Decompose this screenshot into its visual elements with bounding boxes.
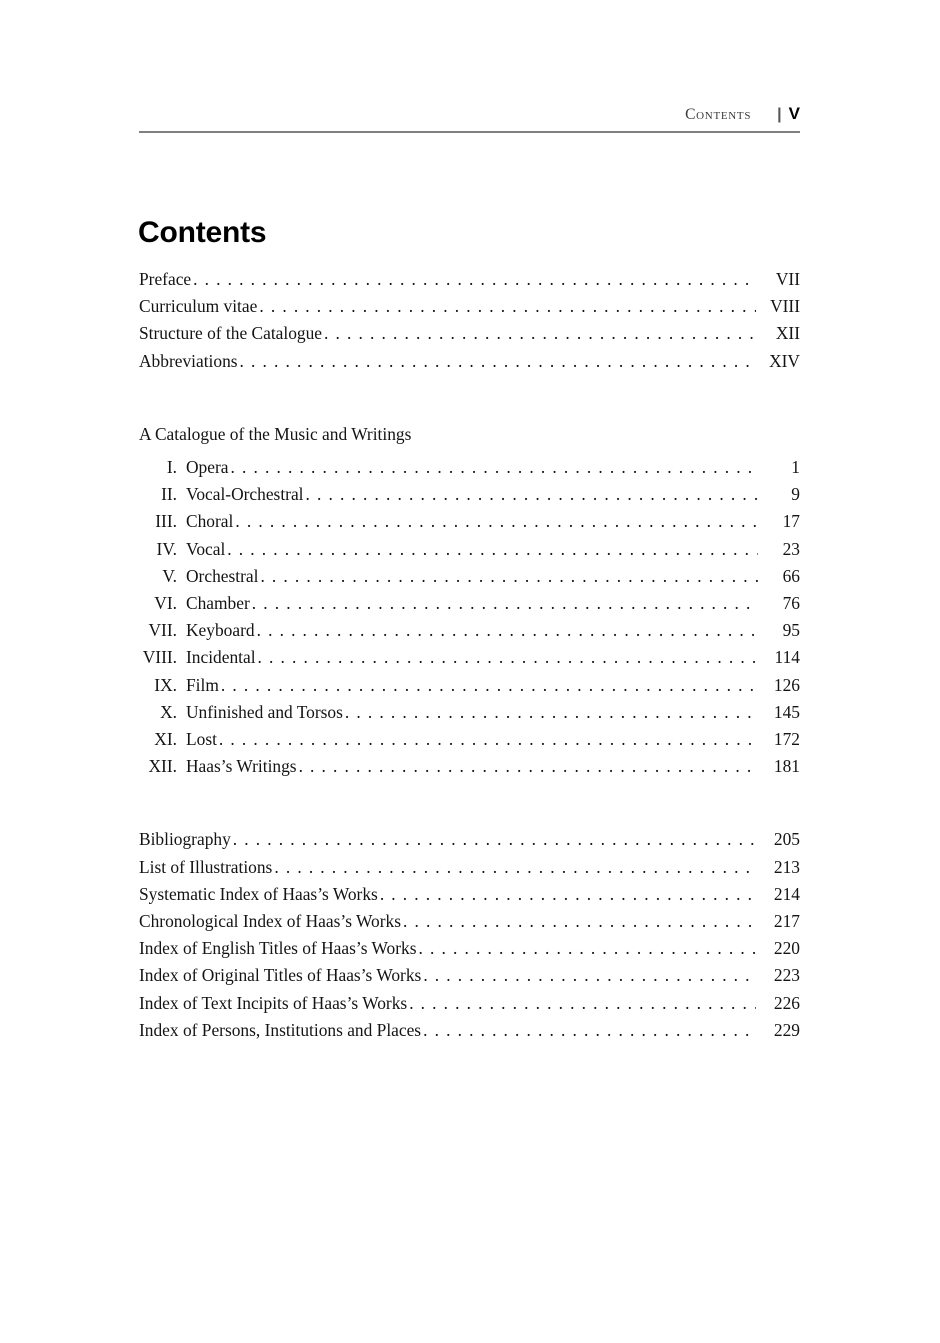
toc-entry[interactable]: [139, 293, 800, 320]
toc-entry-label: Index of Persons, Institutions and Places: [139, 1019, 422, 1040]
dot-leader: [423, 1017, 756, 1044]
toc-entry-page-number: 126: [773, 674, 800, 695]
toc-entry-page-number: VII: [775, 269, 800, 289]
toc-entry-number: VII.: [148, 620, 177, 641]
running-head: [139, 104, 800, 124]
dot-leader: [227, 536, 758, 563]
toc-entry-page-number: 217: [773, 911, 800, 932]
toc-entry[interactable]: [139, 1017, 800, 1044]
toc-entry[interactable]: [139, 726, 800, 753]
dot-leader: [299, 753, 756, 780]
toc-entry-page-number: 145: [773, 701, 800, 722]
toc-entry[interactable]: [139, 908, 800, 935]
dot-leader: [219, 726, 756, 753]
catalogue-list: [139, 454, 800, 780]
toc-entry[interactable]: [139, 990, 800, 1017]
toc-entry-label: Preface: [139, 269, 192, 289]
toc-entry-label: Vocal-Orchestral: [186, 484, 304, 505]
dot-leader: [260, 563, 758, 590]
dot-leader: [258, 644, 756, 671]
toc-entry-label: Unfinished and Torsos: [186, 701, 343, 722]
dot-leader: [233, 826, 756, 853]
toc-entry-number: VIII.: [142, 647, 177, 668]
toc-entry-label: Index of Text Incipits of Haas’s Works: [139, 992, 408, 1013]
toc-entry-number: V.: [162, 565, 177, 586]
toc-entry-label: Curriculum vitae: [139, 296, 258, 317]
toc-entry[interactable]: [139, 454, 800, 481]
toc-entry-label: Bibliography: [139, 829, 231, 850]
toc-entry[interactable]: [139, 508, 800, 535]
toc-entry-label: Chronological Index of Haas’s Works: [139, 911, 401, 932]
toc-entry-page-number: XII: [775, 323, 800, 344]
toc-entry-label: Lost: [186, 729, 217, 750]
toc-entry[interactable]: [139, 617, 800, 644]
dot-leader: [221, 672, 756, 699]
toc-entry-page-number: 114: [774, 647, 800, 668]
toc-entry-label: Systematic Index of Haas’s Works: [139, 883, 378, 904]
dot-leader: [274, 854, 756, 881]
toc-entry-page-number: 223: [773, 965, 800, 986]
toc-entry-page-number: XIV: [769, 350, 800, 371]
toc-entry[interactable]: [139, 826, 800, 853]
toc-entry-number: III.: [155, 511, 177, 532]
toc-entry-page-number: 66: [782, 565, 800, 586]
dot-leader: [252, 590, 758, 617]
dot-leader: [403, 908, 756, 935]
header-rule: [139, 131, 800, 133]
toc-entry-page-number: VIII: [770, 296, 800, 317]
toc-entry-label: Chamber: [186, 593, 250, 614]
catalogue-heading: A Catalogue of the Music and Writings: [139, 423, 412, 444]
toc-entry[interactable]: [139, 881, 800, 908]
toc-entry[interactable]: [139, 753, 800, 780]
running-head-separator: |: [777, 106, 782, 123]
toc-entry-number: XII.: [148, 756, 177, 777]
dot-leader: [235, 508, 758, 535]
toc-entry-page-number: 214: [773, 883, 800, 904]
toc-entry[interactable]: [139, 563, 800, 590]
toc-entry[interactable]: [139, 854, 800, 881]
dot-leader: [423, 962, 756, 989]
toc-entry[interactable]: [139, 348, 800, 375]
dot-leader: [419, 935, 757, 962]
toc-entry-number: IV.: [156, 538, 177, 559]
toc-entry-page-number: 220: [773, 938, 800, 959]
toc-entry[interactable]: [139, 266, 800, 293]
toc-entry[interactable]: [139, 320, 800, 347]
front-matter-list: [139, 266, 800, 375]
toc-entry[interactable]: [139, 481, 800, 508]
toc-entry-label: Choral: [186, 511, 234, 532]
toc-entry-page-number: 172: [773, 729, 800, 750]
toc-entry-label: Index of Original Titles of Haas’s Works: [139, 965, 422, 986]
dot-leader: [306, 481, 759, 508]
toc-entry-number: XI.: [154, 729, 177, 750]
toc-entry[interactable]: [139, 672, 800, 699]
toc-entry-page-number: 226: [773, 992, 800, 1013]
toc-entry-number: I.: [166, 457, 177, 478]
toc-entry-page-number: 95: [782, 620, 800, 641]
toc-entry-label: Keyboard: [186, 620, 255, 641]
toc-entry-page-number: 213: [773, 856, 800, 877]
running-head-title: Contents: [685, 106, 752, 123]
dot-leader: [345, 699, 756, 726]
toc-entry[interactable]: [139, 935, 800, 962]
catalogue-section: [139, 421, 800, 781]
toc-entry-label: Haas’s Writings: [186, 756, 297, 777]
running-head-folio: V: [788, 104, 800, 123]
toc-entry[interactable]: [139, 590, 800, 617]
toc-entry-page-number: 76: [782, 593, 800, 614]
toc-entry[interactable]: [139, 962, 800, 989]
table-of-contents: [139, 266, 800, 1044]
toc-entry-number: X.: [160, 701, 177, 722]
toc-entry[interactable]: [139, 536, 800, 563]
toc-entry-page-number: 229: [773, 1019, 800, 1040]
toc-entry-page-number: 17: [782, 511, 800, 532]
dot-leader: [193, 266, 756, 293]
dot-leader: [324, 320, 756, 347]
toc-entry[interactable]: [139, 644, 800, 671]
dot-leader: [230, 454, 758, 481]
toc-entry-number: IX.: [154, 674, 177, 695]
toc-entry-number: II.: [161, 484, 177, 505]
toc-entry-number: VI.: [154, 593, 177, 614]
dot-leader: [259, 293, 756, 320]
toc-entry-page-number: 205: [773, 829, 800, 850]
toc-entry-label: Orchestral: [186, 565, 259, 586]
toc-entry-label: Structure of the Catalogue: [139, 323, 323, 344]
toc-entry[interactable]: [139, 699, 800, 726]
back-matter-list: [139, 826, 800, 1044]
dot-leader: [257, 617, 758, 644]
toc-entry-label: Incidental: [186, 647, 256, 668]
toc-entry-label: Vocal: [186, 538, 226, 559]
toc-entry-label: Opera: [186, 457, 229, 478]
toc-entry-label: Film: [186, 674, 219, 695]
dot-leader: [409, 990, 756, 1017]
page-title: Contents: [138, 216, 267, 250]
toc-entry-page-number: 181: [773, 756, 800, 777]
toc-entry-page-number: 23: [782, 538, 800, 559]
dot-leader: [240, 348, 756, 375]
toc-entry-page-number: 1: [791, 457, 800, 478]
toc-entry-label: List of Illustrations: [139, 856, 273, 877]
toc-entry-page-number: 9: [791, 484, 800, 505]
toc-entry-label: Abbreviations: [139, 350, 238, 371]
dot-leader: [380, 881, 756, 908]
toc-entry-label: Index of English Titles of Haas’s Works: [139, 938, 417, 959]
